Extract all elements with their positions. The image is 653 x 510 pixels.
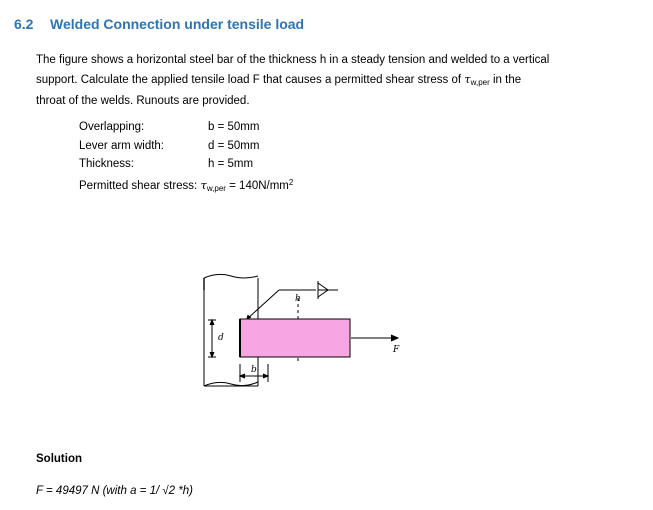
label-h: h — [295, 294, 301, 304]
section-heading — [14, 16, 304, 32]
problem-line-3: throat of the welds. Runouts are provided. — [36, 95, 250, 107]
solution-heading: Solution — [36, 453, 82, 465]
weld-figure — [196, 268, 416, 398]
problem-line-2-text: support. Calculate the applied tensile load F that causes a permitted shear stress of — [36, 74, 465, 86]
param-label-thickness: Thickness: — [79, 158, 134, 170]
shear-stress-value: = 140N/mm — [225, 180, 289, 192]
problem-statement — [36, 51, 626, 111]
param-value-thickness: h = 5mm — [208, 158, 254, 170]
param-value-lever-arm: d = 50mm — [208, 140, 260, 152]
problem-line-2-end: in the — [489, 74, 522, 86]
shear-stress-row — [79, 178, 293, 193]
steel-bar — [240, 319, 350, 357]
label-b: b — [251, 365, 257, 375]
problem-line-1: The figure shows a horizontal steel bar of the thickness h in a steady tension and welded to a vertical — [36, 54, 550, 66]
tau-subscript: w,per — [470, 78, 490, 87]
param-label-overlapping: Overlapping: — [79, 121, 145, 133]
problem-line-2 — [36, 70, 626, 92]
param-value-overlapping: b = 50mm — [208, 121, 260, 133]
shear-tau-subscript: w,per — [206, 184, 226, 193]
section-title: Welded Connection under tensile load — [50, 16, 305, 32]
shear-unit-exponent: 2 — [288, 178, 294, 187]
section-number: 6.2 — [14, 16, 34, 32]
param-label-lever-arm: Lever arm width: — [79, 140, 165, 152]
shear-stress-label: Permitted shear stress: — [79, 180, 198, 192]
tau-symbol: τ — [464, 72, 471, 86]
label-F: F — [393, 345, 400, 355]
solution-formula: F = 49497 N (with a = 1/ √2 *h) — [36, 485, 193, 497]
shear-tau-symbol: τ — [200, 178, 207, 192]
label-d: d — [218, 333, 224, 343]
